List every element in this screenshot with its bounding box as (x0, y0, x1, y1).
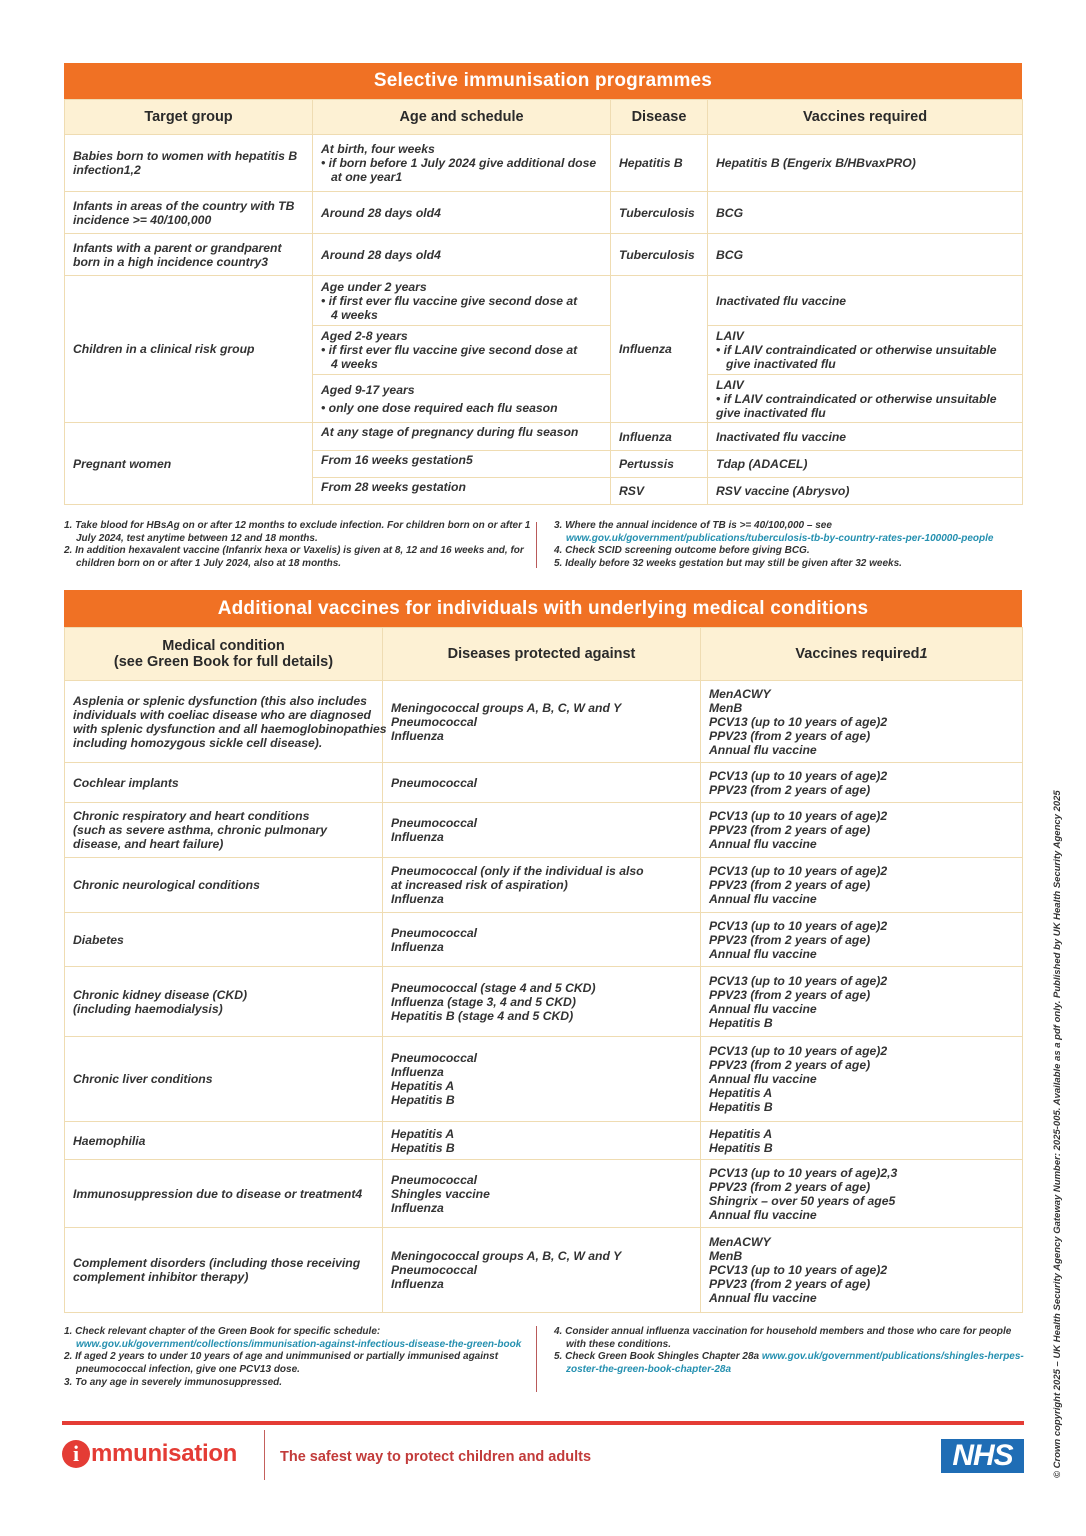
table-row (65, 763, 1023, 803)
vaccines-line: PCV13 (up to 10 years of age)2 (709, 1044, 888, 1058)
disease-cell: Influenza (611, 276, 708, 423)
table-row (65, 803, 1023, 858)
condition-cell (65, 858, 383, 913)
footer-rule (62, 1421, 1024, 1425)
condition-line: Chronic neurological conditions (73, 878, 260, 892)
table-row (65, 135, 1023, 192)
table-row (65, 858, 1023, 913)
diseases-line: Pneumococcal (391, 714, 478, 729)
vaccines-line: Annual flu vaccine (709, 1072, 817, 1086)
diseases-line: Shingles vaccine (391, 1186, 490, 1201)
vaccines-line: MenACWY (709, 1235, 771, 1249)
vaccines-cell (701, 681, 1023, 763)
vaccines-line: PPV23 (from 2 years of age) (709, 1277, 871, 1291)
vaccine-line: give inactivated flu (716, 405, 826, 420)
target-cell: Infants in areas of the country with TB incidence >= 40/100,000 (65, 192, 313, 234)
info-i-icon: i (62, 1440, 90, 1468)
footnote-text: 1. Check relevant chapter of the Green Book for specific schedule: (64, 1326, 381, 1337)
vaccines-cell (701, 1228, 1023, 1313)
vaccine-line: LAIV (716, 329, 744, 343)
additional-vaccines-title: Additional vaccines for individuals with underlying medical conditions (64, 590, 1022, 627)
condition-cell (65, 763, 383, 803)
condition-line: Chronic liver conditions (73, 1072, 213, 1086)
condition-line: Haemophilia (73, 1133, 146, 1148)
footnote (554, 520, 1054, 545)
age-line: 4 weeks (331, 307, 378, 322)
vaccines-line: PCV13 (up to 10 years of age)2 (709, 973, 888, 988)
condition-line: with splenic dysfunction and all haemoglobinopathies (73, 721, 387, 736)
age-line: Age under 2 years (321, 279, 427, 294)
footnote: 4. Consider annual influenza vaccination for household members and those who care for people with these conditions. (554, 1326, 1012, 1350)
footnote (554, 1351, 1034, 1376)
vaccines-cell (701, 1122, 1023, 1160)
age-line: • only one dose required each flu season (321, 400, 558, 415)
diseases-line: Influenza (391, 830, 444, 844)
condition-line: individuals with coeliac disease who are diagnosed (73, 707, 372, 722)
condition-line: Asplenia or splenic dysfunction (this also includes (73, 693, 367, 708)
header-age-schedule: Age and schedule (313, 100, 611, 135)
age-line: • if first ever flu vaccine give second dose at (321, 343, 578, 357)
footnote-text: 5. Check Green Book Shingles Chapter 28a (554, 1351, 760, 1363)
vaccines-line: PPV23 (from 2 years of age) (709, 1058, 871, 1072)
vaccines-line: Hepatitis A (709, 1126, 773, 1141)
vaccines-cell (701, 763, 1023, 803)
vaccines-line: PPV23 (from 2 years of age) (709, 1179, 871, 1194)
vaccines-cell (701, 967, 1023, 1037)
diseases-line: Pneumococcal (stage 4 and 5 CKD) (391, 980, 596, 995)
header-vaccines (701, 628, 1023, 681)
footnote: 5. Ideally before 32 weeks gestation but may still be given after 32 weeks. (554, 558, 902, 570)
age-line: • if born before 1 July 2024 give additional dose (321, 156, 597, 170)
target-cell: Children in a clinical risk group (65, 276, 313, 423)
condition-cell (65, 1160, 383, 1228)
selective-programmes-section (64, 63, 1022, 505)
age-cell (313, 276, 611, 423)
vaccine-cell: BCG (708, 234, 1023, 276)
vaccines-cell (701, 913, 1023, 967)
footnote: 4. Check SCID screening outcome before giving BCG. (554, 545, 810, 557)
age-line: At birth, four weeks (321, 142, 435, 156)
condition-cell (65, 1037, 383, 1122)
vaccine-line: • if LAIV contraindicated or otherwise unsuitable (716, 391, 997, 406)
age-line: Aged 9-17 years (321, 382, 415, 397)
footnote: 3. To any age in severely immunosuppressed. (64, 1376, 283, 1388)
vaccines-line: Annual flu vaccine (709, 837, 817, 851)
vaccines-line: PPV23 (from 2 years of age) (709, 878, 871, 892)
additional-vaccines-table (64, 627, 1023, 1313)
vaccines-line: Annual flu vaccine (709, 892, 817, 906)
condition-line: Chronic kidney disease (CKD) (73, 987, 248, 1002)
footnote-text: 3. Where the annual incidence of TB is >= 40/100,000 – see (554, 520, 832, 531)
table-row (65, 423, 1023, 451)
vaccine-cell: RSV vaccine (Abrysvo) (708, 478, 1023, 505)
vaccines-line: Annual flu vaccine (709, 1291, 817, 1305)
table-row (65, 681, 1023, 763)
footnote-ref: 1 (919, 646, 928, 662)
diseases-line: Hepatitis B (391, 1140, 455, 1155)
diseases-cell (383, 1228, 701, 1313)
diseases-line: Pneumococcal (391, 1172, 478, 1187)
selective-programmes-table (64, 99, 1023, 505)
vaccines-line: PPV23 (from 2 years of age) (709, 728, 871, 743)
vaccines-line: Hepatitis A (709, 1086, 773, 1100)
footnotes-left (64, 1326, 540, 1390)
vaccine-line: Inactivated flu vaccine (716, 293, 847, 308)
header-vaccines: Vaccines required (708, 100, 1023, 135)
condition-line: Cochlear implants (73, 775, 179, 790)
vaccines-line: PCV13 (up to 10 years of age)2 (709, 864, 888, 878)
condition-line: including homozygous sickle cell disease). (73, 735, 323, 750)
condition-line: (such as severe asthma, chronic pulmonary (73, 823, 328, 837)
shingles-chapter-link[interactable]: www.gov.uk/government/publications/shingles-herpes-zoster-the-green-book-chapter-28a (566, 1351, 1024, 1376)
diseases-line: Pneumococcal (391, 925, 478, 940)
table-row (65, 913, 1023, 967)
footnotes-right (554, 520, 1054, 571)
disease-cell: Tuberculosis (611, 192, 708, 234)
vaccines-line: PCV13 (up to 10 years of age)2 (709, 918, 888, 933)
vaccines-line: Annual flu vaccine (709, 1207, 817, 1222)
selective-programmes-title: Selective immunisation programmes (64, 63, 1022, 99)
tb-rates-link[interactable]: www.gov.uk/government/publications/tuberculosis-tb-by-country-rates-per-100000-people (566, 532, 994, 544)
vaccines-line: Hepatitis B (709, 1140, 773, 1155)
condition-line: complement inhibitor therapy) (73, 1270, 249, 1284)
vaccines-cell (701, 1037, 1023, 1122)
diseases-line: Hepatitis B (stage 4 and 5 CKD) (391, 1008, 574, 1023)
target-cell: Babies born to women with hepatitis B infection1,2 (65, 135, 313, 192)
diseases-line: Influenza (391, 939, 444, 954)
footnote: 1. Take blood for HBsAg on or after 12 months to exclude infection. For children born on or after 1 July 2024, test anytime between 12 and 18 months. (64, 520, 531, 544)
diseases-cell (383, 763, 701, 803)
selective-footnotes (64, 520, 1034, 572)
disease-cell: Influenza (611, 423, 708, 451)
age-cell (313, 135, 611, 192)
diseases-line: Hepatitis A (391, 1126, 455, 1141)
condition-cell (65, 681, 387, 763)
diseases-line: Pneumococcal (391, 1263, 478, 1277)
header-target-group: Target group (65, 100, 313, 135)
age-line: Aged 2-8 years (321, 329, 408, 343)
condition-cell (65, 913, 383, 967)
footnote: 2. In addition hexavalent vaccine (Infanrix hexa or Vaxelis) is given at 8, 12 and 16 weeks and, for children born on or after 1 July 2024, also at 18 months. (64, 545, 524, 570)
footnotes-right (554, 1326, 1034, 1377)
condition-line: (including haemodialysis) (73, 1001, 223, 1016)
header-line: Vaccines required (795, 646, 920, 662)
age-cell: At any stage of pregnancy during flu season (313, 423, 611, 451)
vaccines-line: PCV13 (up to 10 years of age)2 (709, 714, 888, 729)
vaccines-line: PCV13 (up to 10 years of age)2 (709, 1263, 888, 1277)
footnotes-left (64, 520, 536, 571)
header-disease: Disease (611, 100, 708, 135)
condition-line: Immunosuppression due to disease or treatment4 (73, 1186, 363, 1201)
diseases-line: at increased risk of aspiration) (391, 878, 568, 892)
vaccines-line: PCV13 (up to 10 years of age)2,3 (709, 1165, 898, 1180)
green-book-link[interactable]: www.gov.uk/government/collections/immunisation-against-infectious-disease-the-green-book (76, 1338, 522, 1350)
age-sub (313, 375, 610, 422)
diseases-line: Influenza (391, 728, 444, 743)
footnote-divider (536, 1326, 537, 1392)
diseases-line: Hepatitis B (391, 1093, 455, 1107)
diseases-line: Pneumococcal (391, 775, 478, 790)
footer-divider (264, 1430, 265, 1480)
diseases-line: Influenza (stage 3, 4 and 5 CKD) (391, 994, 576, 1009)
vaccine-cell: Hepatitis B (Engerix B/HBvaxPRO) (708, 135, 1023, 192)
age-cell: From 16 weeks gestation5 (313, 451, 611, 478)
copyright-notice: © Crown copyright 2025 – UK Health Security Agency Gateway Number: 2025-005. Available as a pdf only. Published by UK Health Security Agency 2025 (1052, 790, 1063, 1478)
diseases-line: Influenza (391, 1200, 444, 1215)
diseases-line: Influenza (391, 1277, 444, 1291)
diseases-line: Pneumococcal (only if the individual is also (391, 864, 644, 878)
vaccines-line: Shingrix – over 50 years of age5 (709, 1193, 896, 1208)
header-line: Medical condition (162, 638, 285, 654)
diseases-cell (383, 913, 701, 967)
vaccines-line: MenB (709, 700, 743, 715)
table-row (65, 1160, 1023, 1228)
logo-text: mmunisation (91, 1440, 238, 1467)
age-line: 4 weeks (331, 357, 378, 371)
diseases-cell (383, 1122, 701, 1160)
diseases-line: Influenza (391, 1065, 444, 1079)
diseases-cell (383, 1037, 701, 1122)
additional-footnotes (64, 1326, 1034, 1390)
header-line: (see Green Book for full details) (113, 654, 334, 670)
diseases-cell (383, 681, 701, 763)
table-row (65, 1228, 1023, 1313)
table-row (65, 234, 1023, 276)
vaccines-cell (701, 858, 1023, 913)
nhs-logo: NHS (941, 1439, 1024, 1473)
condition-line: Complement disorders (including those receiving (73, 1256, 361, 1270)
diseases-cell (383, 858, 701, 913)
age-sub (313, 276, 610, 326)
vaccines-line: PPV23 (from 2 years of age) (709, 823, 871, 837)
age-line: at one year1 (331, 170, 403, 184)
vaccine-cell: Inactivated flu vaccine (708, 423, 1023, 451)
vaccines-line: PCV13 (up to 10 years of age)2 (709, 768, 888, 783)
diseases-line: Pneumococcal (391, 816, 478, 830)
vaccines-line: PCV13 (up to 10 years of age)2 (709, 809, 888, 823)
footnote-divider (536, 522, 537, 568)
condition-line: disease, and heart failure) (73, 837, 224, 851)
condition-line: Diabetes (73, 932, 124, 947)
vaccines-line: Hepatitis B (709, 1100, 773, 1114)
header-medical-condition (65, 628, 383, 681)
condition-cell (65, 1122, 383, 1160)
table-row (65, 276, 1023, 423)
vaccines-line: Annual flu vaccine (709, 946, 817, 961)
disease-cell: RSV (611, 478, 708, 505)
vaccines-cell (701, 803, 1023, 858)
vaccine-line: give inactivated flu (726, 357, 836, 371)
diseases-cell (383, 967, 701, 1037)
vaccine-cell (708, 276, 1023, 423)
vaccine-sub (708, 276, 1022, 326)
vaccines-line: MenB (709, 1249, 743, 1263)
footnote (64, 1326, 540, 1351)
age-cell: Around 28 days old4 (313, 192, 611, 234)
vaccine-line: • if LAIV contraindicated or otherwise unsuitable (716, 343, 997, 357)
vaccines-cell (701, 1160, 1023, 1228)
age-cell: Around 28 days old4 (313, 234, 611, 276)
age-sub (313, 326, 610, 375)
table-row (65, 967, 1023, 1037)
vaccine-sub (708, 326, 1022, 375)
vaccines-line: Annual flu vaccine (709, 742, 817, 757)
condition-cell (65, 1228, 383, 1313)
target-cell: Pregnant women (65, 423, 313, 505)
additional-vaccines-section (64, 590, 1022, 1313)
tagline: The safest way to protect children and adults (280, 1449, 592, 1465)
diseases-line: Influenza (391, 892, 444, 906)
vaccine-sub (708, 375, 1022, 422)
immunisation-logo (62, 1440, 237, 1468)
vaccines-line: PPV23 (from 2 years of age) (709, 782, 871, 797)
age-cell: From 28 weeks gestation (313, 478, 611, 505)
vaccines-line: Annual flu vaccine (709, 1001, 817, 1016)
diseases-cell (383, 1160, 701, 1228)
target-cell: Infants with a parent or grandparent born in a high incidence country3 (65, 234, 313, 276)
diseases-line: Meningococcal groups A, B, C, W and Y (391, 700, 622, 715)
vaccine-line: LAIV (716, 377, 744, 392)
condition-line: Chronic respiratory and heart conditions (73, 809, 310, 823)
vaccine-cell: Tdap (ADACEL) (708, 451, 1023, 478)
vaccines-line: PPV23 (from 2 years of age) (709, 932, 871, 947)
age-line: • if first ever flu vaccine give second dose at (321, 293, 578, 308)
diseases-line: Pneumococcal (391, 1051, 478, 1065)
vaccines-line: MenACWY (709, 686, 771, 701)
vaccine-cell: BCG (708, 192, 1023, 234)
header-diseases: Diseases protected against (383, 628, 701, 681)
disease-cell: Tuberculosis (611, 234, 708, 276)
disease-cell: Pertussis (611, 451, 708, 478)
vaccines-line: Hepatitis B (709, 1015, 773, 1030)
table-row (65, 192, 1023, 234)
diseases-line: Hepatitis A (391, 1079, 455, 1093)
table-row (65, 1122, 1023, 1160)
diseases-cell (383, 803, 701, 858)
footnote: 2. If aged 2 years to under 10 years of age and unimmunised or partially immunised against pneumococcal infection, give one PCV13 dose. (64, 1351, 499, 1376)
condition-cell (65, 967, 383, 1037)
table-row (65, 1037, 1023, 1122)
disease-cell: Hepatitis B (611, 135, 708, 192)
vaccines-line: PPV23 (from 2 years of age) (709, 987, 871, 1002)
condition-cell (65, 803, 383, 858)
diseases-line: Meningococcal groups A, B, C, W and Y (391, 1249, 622, 1263)
